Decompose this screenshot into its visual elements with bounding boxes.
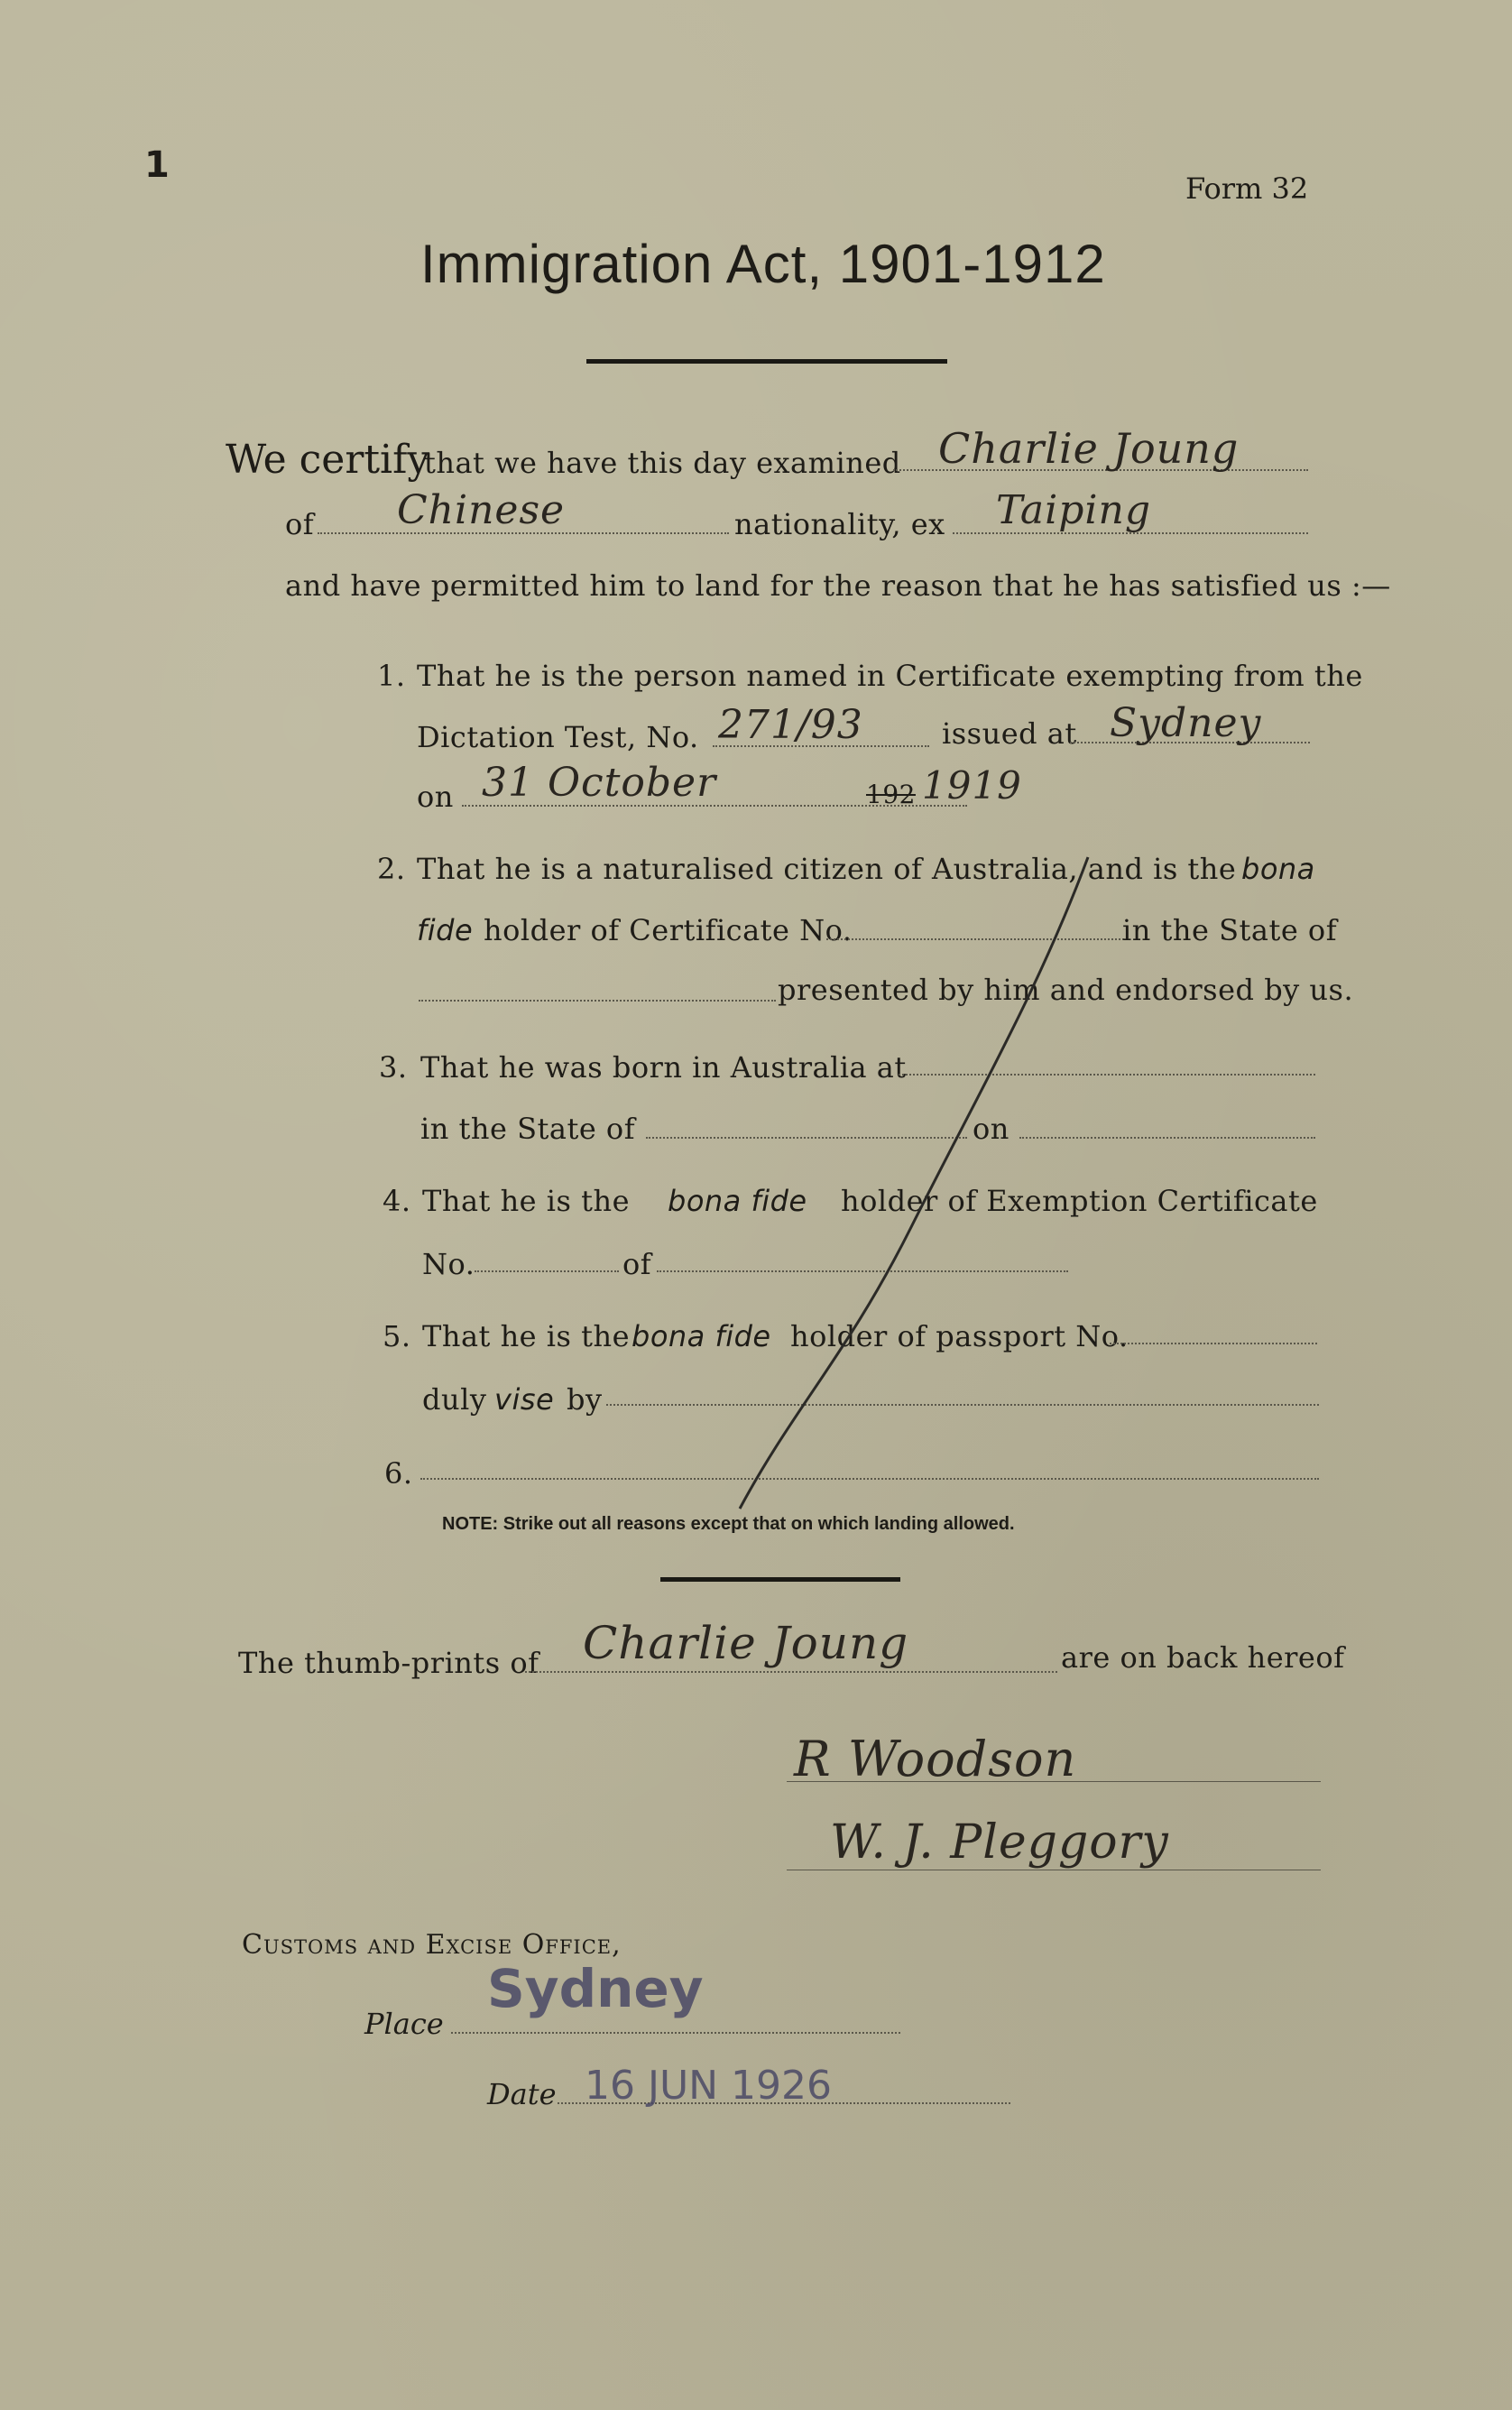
reason-5-line-1b: holder of passport No. xyxy=(790,1319,1129,1353)
nationality-value: Chinese xyxy=(397,487,566,533)
of-label: of xyxy=(285,507,315,541)
cert-no: 271/93 xyxy=(718,702,863,748)
date-value: 31 October xyxy=(482,760,717,806)
nationality-label: nationality, ex xyxy=(734,507,945,541)
reason-3-state-text: in the State of xyxy=(420,1112,636,1146)
reason-3-on-text: on xyxy=(973,1112,1010,1146)
office-heading: Customs and Excise Office, xyxy=(242,1929,622,1961)
reason-1-line-1: That he is the person named in Certificate exempting from the xyxy=(417,659,1363,693)
reason-5-vise-text: vise xyxy=(494,1382,555,1417)
date-stamp: 16 JUN 1926 xyxy=(585,2063,833,2109)
reason-4-bona-fide: bona fide xyxy=(668,1184,807,1218)
reason-2-holder-text: holder of Certificate No. xyxy=(484,913,853,947)
reason-5-number: 5. xyxy=(383,1319,411,1353)
reason-5-bona-fide: bona fide xyxy=(632,1319,771,1353)
margin-mark: 1 xyxy=(144,144,170,186)
reason-4-line-1a: That he is the xyxy=(422,1184,631,1218)
reason-5-line-1a: That he is the xyxy=(422,1319,631,1353)
signature-1: R Woodson xyxy=(794,1731,1077,1787)
reason-4-of-text: of xyxy=(622,1247,652,1281)
reason-1-number: 1. xyxy=(377,659,406,693)
note-text: NOTE: Strike out all reasons except that on which landing allowed. xyxy=(442,1514,1015,1534)
thumbprints-label-b: are on back hereof xyxy=(1061,1640,1345,1675)
reason-2-line-1: That he is a naturalised citizen of Australia, and is the xyxy=(417,852,1237,886)
place-line xyxy=(451,2032,900,2034)
place-stamp: Sydney xyxy=(487,1958,704,2019)
form-number: Form 32 xyxy=(1185,171,1309,206)
signature-2: W. J. Pleggory xyxy=(830,1815,1169,1870)
reason-3-number: 3. xyxy=(379,1050,408,1085)
examined-name: Charlie Joung xyxy=(938,424,1240,473)
reason-5-duly-text: duly xyxy=(422,1382,487,1417)
thumbprints-name: Charlie Joung xyxy=(583,1617,909,1669)
reason-2-bona: bona xyxy=(1241,852,1315,886)
reason-2-fide: fide xyxy=(417,913,474,947)
reason-6-number: 6. xyxy=(384,1456,413,1491)
reason-2-state-text: in the State of xyxy=(1122,913,1338,947)
ship-value: Taiping xyxy=(996,487,1151,533)
place-label: Place xyxy=(364,2007,444,2041)
reason-2-number: 2. xyxy=(377,852,406,886)
reason-4-no-text: No. xyxy=(422,1247,475,1281)
date-label: Date xyxy=(487,2077,557,2111)
dictation-label: Dictation Test, No. xyxy=(417,720,699,754)
reason-4-number: 4. xyxy=(383,1184,411,1218)
examined-text: that we have this day examined xyxy=(424,446,901,480)
permitted-text: and have permitted him to land for the reason that he has satisfied us :— xyxy=(285,568,1391,603)
reason-2-presented-text: presented by him and endorsed by us. xyxy=(778,973,1354,1007)
reason-4-line-1b: holder of Exemption Certificate xyxy=(841,1184,1318,1218)
issued-label: issued at xyxy=(942,716,1077,751)
form-title: Immigration Act, 1901-1912 xyxy=(420,234,1106,294)
reason-3-line-1: That he was born in Australia at xyxy=(420,1050,907,1085)
reason-5-by-text: by xyxy=(567,1382,603,1417)
year-value: 1919 xyxy=(922,763,1022,808)
year-printed: 192 xyxy=(866,780,916,809)
on-label: on xyxy=(417,780,454,814)
we-certify: We certify xyxy=(226,437,430,483)
thumbprints-name-line xyxy=(525,1671,1057,1673)
thumbprints-label-a: The thumb-prints of xyxy=(238,1646,539,1680)
issued-place: Sydney xyxy=(1110,700,1262,746)
